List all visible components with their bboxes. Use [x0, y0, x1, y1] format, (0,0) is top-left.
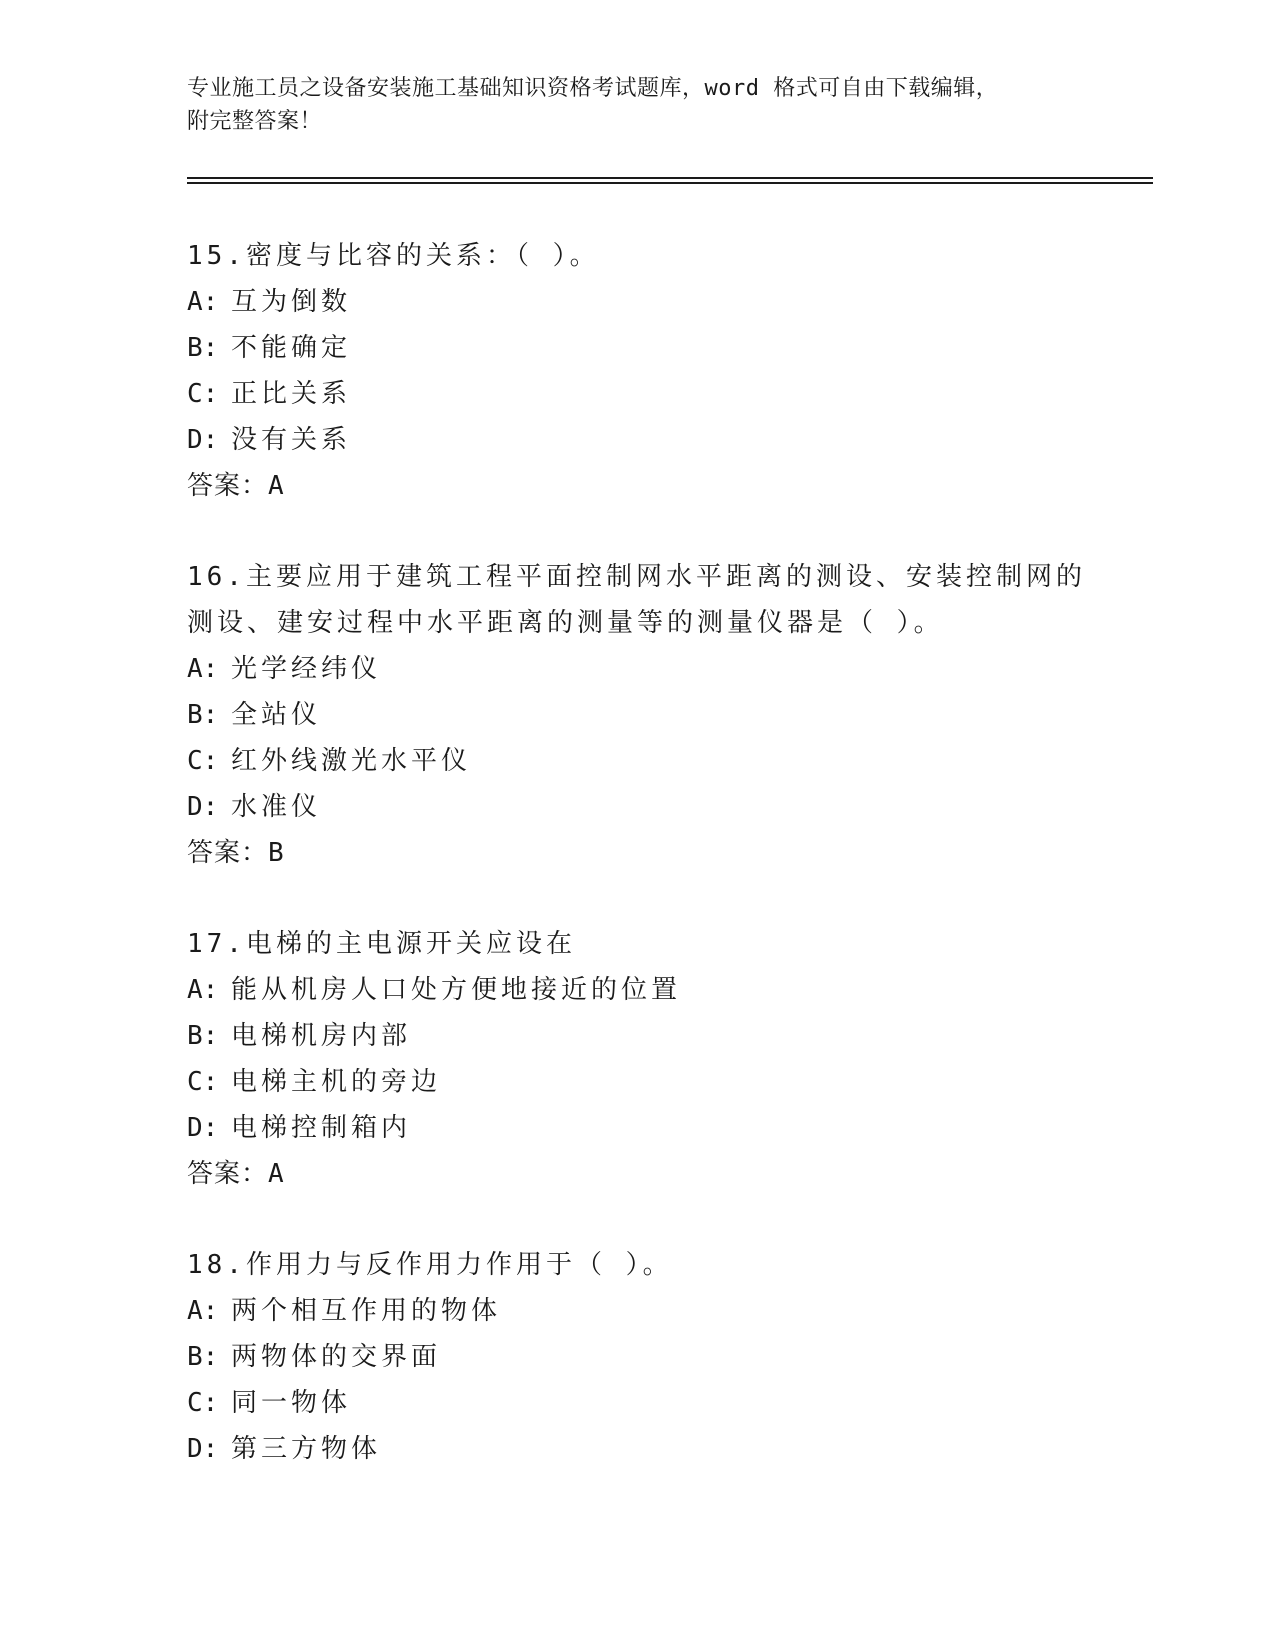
option-key: A: [187, 287, 219, 317]
option-d [187, 1105, 1087, 1151]
answer-line: 答案：A [187, 471, 285, 501]
option-text: 电梯机房内部 [231, 1021, 412, 1051]
option-key: D: [187, 425, 219, 455]
option-text: 第三方物体 [231, 1434, 382, 1464]
document-header [187, 72, 1087, 138]
option-text: 互为倒数 [231, 287, 352, 317]
option-text: 光学经纬仪 [231, 654, 382, 684]
option-d [187, 1426, 1087, 1472]
question-stem: 16.主要应用于建筑工程平面控制网水平距离的测设、安装控制网的测设、建安过程中水平距离的测量等的测量仪器是（ ）。 [187, 562, 1086, 638]
question-15 [187, 233, 1087, 509]
question-stem: 18.作用力与反作用力作用于（ ）。 [187, 1250, 673, 1280]
option-key: A: [187, 975, 219, 1005]
option-c [187, 738, 1087, 784]
option-key: B: [187, 700, 219, 730]
option-c [187, 371, 1087, 417]
option-a [187, 646, 1087, 692]
option-key: B: [187, 333, 219, 363]
header-divider-bottom [187, 182, 1153, 184]
option-text: 全站仪 [231, 700, 322, 730]
header-line-2: 附完整答案！ [187, 109, 323, 134]
question-18 [187, 1242, 1087, 1472]
option-key: C: [187, 1388, 219, 1418]
option-key: A: [187, 1296, 219, 1326]
option-d [187, 784, 1087, 830]
option-key: C: [187, 746, 219, 776]
option-a [187, 1288, 1087, 1334]
answer-line: 答案：A [187, 1159, 285, 1189]
question-stem: 15.密度与比容的关系：（ ）。 [187, 241, 600, 271]
option-text: 红外线激光水平仪 [231, 746, 472, 776]
option-key: B: [187, 1021, 219, 1051]
option-c [187, 1059, 1087, 1105]
option-b [187, 1334, 1087, 1380]
option-key: B: [187, 1342, 219, 1372]
option-text: 能从机房人口处方便地接近的位置 [231, 975, 682, 1005]
option-key: D: [187, 1113, 219, 1143]
option-text: 同一物体 [231, 1388, 352, 1418]
option-text: 电梯控制箱内 [231, 1113, 412, 1143]
option-b [187, 692, 1087, 738]
option-text: 正比关系 [231, 379, 352, 409]
header-divider-top [187, 177, 1153, 179]
option-text: 没有关系 [231, 425, 352, 455]
option-text: 不能确定 [231, 333, 352, 363]
option-d [187, 417, 1087, 463]
option-key: D: [187, 1434, 219, 1464]
option-text: 水准仪 [231, 792, 322, 822]
option-key: D: [187, 792, 219, 822]
question-16 [187, 554, 1087, 876]
question-17 [187, 921, 1087, 1197]
option-text: 电梯主机的旁边 [231, 1067, 442, 1097]
option-text: 两个相互作用的物体 [231, 1296, 502, 1326]
option-a [187, 279, 1087, 325]
option-b [187, 325, 1087, 371]
option-key: C: [187, 379, 219, 409]
option-text: 两物体的交界面 [231, 1342, 442, 1372]
option-b [187, 1013, 1087, 1059]
option-a [187, 967, 1087, 1013]
question-stem: 17.电梯的主电源开关应设在 [187, 929, 576, 959]
question-list [187, 233, 1087, 1517]
answer-line: 答案：B [187, 838, 285, 868]
option-c [187, 1380, 1087, 1426]
header-line-1: 专业施工员之设备安装施工基础知识资格考试题库，word 格式可自由下载编辑， [187, 76, 999, 101]
option-key: A: [187, 654, 219, 684]
option-key: C: [187, 1067, 219, 1097]
